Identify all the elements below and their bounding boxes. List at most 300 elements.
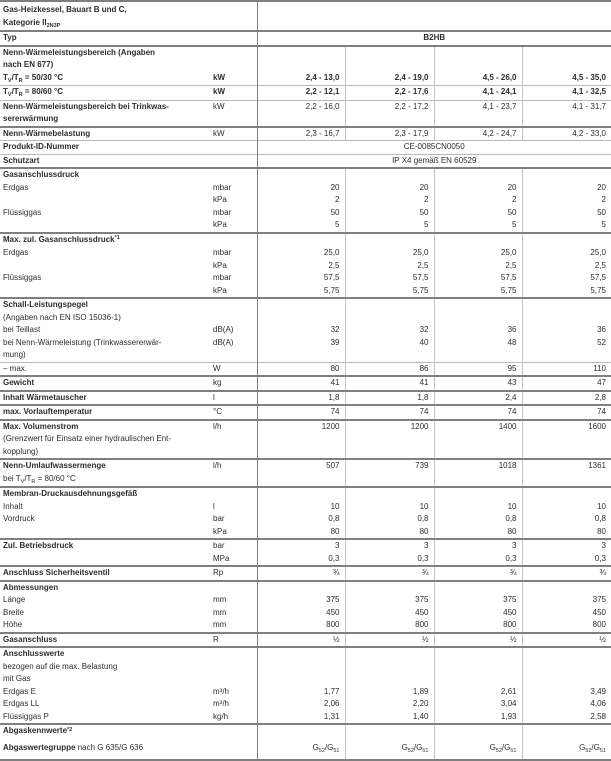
table-row bbox=[0, 285, 611, 299]
unit-label bbox=[212, 46, 257, 72]
value-cell: 20 bbox=[345, 182, 434, 195]
value-cell: 2,3 - 17,9 bbox=[345, 127, 434, 141]
row-label bbox=[0, 194, 212, 207]
value-cell: 800 bbox=[434, 619, 522, 633]
value-cell bbox=[345, 233, 434, 248]
row-label: Flüssiggas bbox=[3, 273, 42, 282]
value-cell: 4,2 - 24,7 bbox=[434, 127, 522, 141]
table-row bbox=[0, 127, 611, 141]
value-cell: 86 bbox=[345, 362, 434, 376]
value-cell bbox=[522, 487, 611, 501]
value-cell bbox=[522, 581, 611, 595]
unit-label: mm bbox=[213, 620, 227, 629]
table-row bbox=[0, 501, 611, 514]
row-label bbox=[0, 285, 212, 299]
row-label: Schall-Leistungspegel (Angaben nach EN ISO 15036-1) bbox=[0, 298, 212, 324]
value-cell: 52 bbox=[522, 337, 611, 363]
row-label: Erdgas bbox=[3, 182, 29, 192]
value-cell: 10 bbox=[434, 501, 522, 514]
unit-label: kPa bbox=[213, 260, 227, 270]
value-cell: 25,0 bbox=[257, 247, 345, 260]
value-cell bbox=[257, 298, 345, 324]
value-cell bbox=[257, 647, 345, 686]
value-cell: 57,5 bbox=[257, 272, 345, 285]
value-cell: 74 bbox=[522, 405, 611, 420]
row-label: Gewicht bbox=[0, 376, 212, 391]
value-cell: 375 bbox=[345, 594, 434, 607]
row-label: Gasanschlussdruck bbox=[0, 168, 212, 182]
table-row bbox=[0, 581, 611, 595]
value-cell bbox=[257, 168, 345, 182]
value-cell: 47 bbox=[522, 376, 611, 391]
value-cell: 10 bbox=[257, 501, 345, 514]
table-row bbox=[0, 607, 611, 620]
span-value-cell: CE-0085CN0050 bbox=[257, 141, 611, 155]
unit-label: °C bbox=[212, 405, 257, 420]
value-cell: 74 bbox=[345, 405, 434, 420]
value-cell: 375 bbox=[522, 594, 611, 607]
value-cell: 0,8 bbox=[434, 513, 522, 526]
value-cell bbox=[522, 724, 611, 739]
row-label: Nenn-Wärmeleistungsbereich bei Trinkwas- sererwärmung bbox=[0, 100, 212, 127]
value-cell: 95 bbox=[434, 362, 522, 376]
table-row bbox=[0, 647, 611, 686]
value-cell: 57,5 bbox=[522, 272, 611, 285]
value-cell: 1400 bbox=[434, 420, 522, 460]
value-cell: 57,5 bbox=[345, 272, 434, 285]
unit-label: l/h bbox=[212, 459, 257, 487]
table-row bbox=[0, 260, 611, 273]
value-cell bbox=[434, 168, 522, 182]
value-cell: 20 bbox=[434, 182, 522, 195]
value-cell: 1600 bbox=[522, 420, 611, 460]
value-cell bbox=[257, 724, 345, 739]
value-cell bbox=[434, 647, 522, 686]
unit-label: mbar bbox=[213, 248, 232, 257]
row-label: Gas-Heizkessel, Bauart B und C, Kategorie $II_{2N3P}$ bbox=[0, 1, 212, 31]
value-cell: 5,75 bbox=[522, 285, 611, 299]
value-cell: $G_{52}/G_{51}$ bbox=[522, 739, 611, 761]
unit-label bbox=[212, 298, 257, 324]
unit-label: l bbox=[212, 391, 257, 406]
value-cell: 50 bbox=[522, 207, 611, 220]
value-cell: $G_{52}/G_{51}$ bbox=[257, 739, 345, 761]
value-cell: 2 bbox=[345, 194, 434, 207]
table-row bbox=[0, 72, 611, 86]
row-label: Erdgas bbox=[3, 248, 29, 257]
value-cell: 50 bbox=[257, 207, 345, 220]
value-cell: 5,75 bbox=[345, 285, 434, 299]
row-label: Max. zul. Gasanschlussdruck$^{*1}$ bbox=[0, 233, 212, 248]
value-cell bbox=[345, 168, 434, 182]
value-cell: 2,5 bbox=[522, 260, 611, 273]
table-row bbox=[0, 168, 611, 182]
span-value-cell bbox=[257, 1, 611, 31]
unit-label: dB(A) bbox=[213, 337, 234, 347]
row-label: Max. Volumenstrom (Grenzwert für Einsatz einer hydraulischen Ent- kopplung) bbox=[0, 420, 212, 460]
value-cell: 450 bbox=[345, 607, 434, 620]
value-cell: 4,1 - 23,7 bbox=[434, 100, 522, 127]
value-cell: 2,2 - 17,6 bbox=[345, 86, 434, 101]
row-label: Inhalt Wärmetauscher bbox=[0, 391, 212, 406]
unit-label: MPa bbox=[213, 553, 230, 563]
value-cell: 80 bbox=[522, 526, 611, 540]
value-cell: 0,3 bbox=[257, 553, 345, 567]
value-cell: 450 bbox=[522, 607, 611, 620]
value-cell: 32 bbox=[345, 324, 434, 337]
value-cell: 36 bbox=[522, 324, 611, 337]
value-cell: 2,61 bbox=[434, 686, 522, 699]
table-row bbox=[0, 686, 611, 699]
value-cell bbox=[257, 46, 345, 72]
value-cell: ¾ bbox=[257, 566, 345, 581]
row-label: Inhalt bbox=[3, 501, 23, 511]
value-cell bbox=[434, 298, 522, 324]
table-row bbox=[0, 272, 611, 285]
value-cell bbox=[434, 233, 522, 248]
table-row bbox=[0, 633, 611, 648]
value-cell: 1200 bbox=[345, 420, 434, 460]
value-cell: 25,0 bbox=[345, 247, 434, 260]
value-cell: 41 bbox=[257, 376, 345, 391]
value-cell: 20 bbox=[522, 182, 611, 195]
unit-label bbox=[212, 168, 257, 182]
value-cell: 2,4 - 13,0 bbox=[257, 72, 345, 86]
value-cell: 57,5 bbox=[434, 272, 522, 285]
table-row bbox=[0, 619, 611, 633]
table-row bbox=[0, 194, 611, 207]
value-cell: 32 bbox=[257, 324, 345, 337]
value-cell bbox=[257, 233, 345, 248]
row-label: $T_V/T_R = 80/60$ °C bbox=[0, 86, 212, 101]
value-cell: 1361 bbox=[522, 459, 611, 487]
value-cell: 1,93 bbox=[434, 711, 522, 725]
value-cell: 36 bbox=[434, 324, 522, 337]
unit-label: l/h bbox=[212, 420, 257, 460]
value-cell: 1200 bbox=[257, 420, 345, 460]
table-row bbox=[0, 594, 611, 607]
row-label bbox=[0, 219, 212, 233]
value-cell: 375 bbox=[434, 594, 522, 607]
value-cell bbox=[345, 647, 434, 686]
unit-label: W bbox=[212, 362, 257, 376]
row-label: Typ bbox=[0, 31, 212, 46]
value-cell: 5 bbox=[434, 219, 522, 233]
row-label: bei Teillast bbox=[3, 325, 41, 334]
value-cell: 2,58 bbox=[522, 711, 611, 725]
value-cell: 2,5 bbox=[345, 260, 434, 273]
row-label: Produkt-ID-Nummer bbox=[0, 141, 212, 155]
value-cell bbox=[434, 581, 522, 595]
value-cell: 80 bbox=[345, 526, 434, 540]
value-cell: 2 bbox=[257, 194, 345, 207]
unit-label bbox=[212, 1, 257, 31]
value-cell: 4,06 bbox=[522, 698, 611, 711]
value-cell: 10 bbox=[522, 501, 611, 514]
value-cell: ½ bbox=[434, 633, 522, 648]
value-cell bbox=[434, 487, 522, 501]
value-cell: 25,0 bbox=[434, 247, 522, 260]
row-label: Nenn-Wärmeleistungsbereich (Angaben nach EN 677) bbox=[0, 46, 212, 72]
unit-label: bar bbox=[212, 539, 257, 553]
row-label: Vordruck bbox=[3, 514, 35, 523]
unit-label bbox=[212, 487, 257, 501]
unit-label bbox=[212, 581, 257, 595]
value-cell: 2,5 bbox=[257, 260, 345, 273]
value-cell: 2,20 bbox=[345, 698, 434, 711]
table-row bbox=[0, 553, 611, 567]
row-label: Abmessungen bbox=[0, 581, 212, 595]
value-cell: 10 bbox=[345, 501, 434, 514]
row-label bbox=[0, 553, 212, 567]
value-cell: 0,8 bbox=[257, 513, 345, 526]
row-label: Breite bbox=[3, 607, 24, 617]
value-cell: 80 bbox=[434, 526, 522, 540]
value-cell: 110 bbox=[522, 362, 611, 376]
value-cell bbox=[434, 46, 522, 72]
value-cell: 2,2 - 16,0 bbox=[257, 100, 345, 127]
unit-label: kPa bbox=[213, 526, 227, 536]
value-cell bbox=[345, 46, 434, 72]
value-cell: 4,2 - 33,0 bbox=[522, 127, 611, 141]
value-cell: 50 bbox=[434, 207, 522, 220]
row-label: $T_V/T_R = 50/30$ °C bbox=[3, 72, 63, 84]
value-cell: 3 bbox=[522, 539, 611, 553]
unit-label: kPa bbox=[213, 195, 227, 204]
value-cell: 800 bbox=[257, 619, 345, 633]
value-cell bbox=[345, 724, 434, 739]
table-row bbox=[0, 739, 611, 761]
value-cell: 40 bbox=[345, 337, 434, 363]
value-cell bbox=[345, 487, 434, 501]
value-cell: 3 bbox=[434, 539, 522, 553]
unit-label bbox=[212, 233, 257, 248]
value-cell bbox=[434, 724, 522, 739]
table-row bbox=[0, 459, 611, 487]
value-cell: 2,5 bbox=[434, 260, 522, 273]
table-row bbox=[0, 391, 611, 406]
table-row bbox=[0, 405, 611, 420]
unit-label: mbar bbox=[213, 207, 232, 217]
table-row bbox=[0, 724, 611, 739]
table-row bbox=[0, 233, 611, 248]
table-row bbox=[0, 324, 611, 337]
value-cell: 48 bbox=[434, 337, 522, 363]
table-row bbox=[0, 362, 611, 376]
table-row bbox=[0, 539, 611, 553]
value-cell: 1,40 bbox=[345, 711, 434, 725]
table-row bbox=[0, 376, 611, 391]
value-cell: 2,06 bbox=[257, 698, 345, 711]
table-row bbox=[0, 298, 611, 324]
unit-label: mbar bbox=[213, 273, 232, 282]
unit-label: kg bbox=[212, 376, 257, 391]
table-row bbox=[0, 182, 611, 195]
unit-label: dB(A) bbox=[213, 325, 234, 334]
value-cell: 1,31 bbox=[257, 711, 345, 725]
row-label: – max. bbox=[0, 362, 212, 376]
value-cell: 20 bbox=[257, 182, 345, 195]
value-cell: 1018 bbox=[434, 459, 522, 487]
value-cell bbox=[522, 233, 611, 248]
value-cell: 5,75 bbox=[434, 285, 522, 299]
value-cell: $G_{52}/G_{51}$ bbox=[434, 739, 522, 761]
table-row bbox=[0, 711, 611, 725]
value-cell: 450 bbox=[434, 607, 522, 620]
unit-label: kW bbox=[212, 86, 257, 101]
value-cell: 2 bbox=[522, 194, 611, 207]
row-label bbox=[0, 260, 212, 273]
value-cell: 1,89 bbox=[345, 686, 434, 699]
value-cell: 74 bbox=[434, 405, 522, 420]
table-row bbox=[0, 100, 611, 127]
row-label bbox=[0, 526, 212, 540]
value-cell: 1,8 bbox=[345, 391, 434, 406]
value-cell bbox=[257, 487, 345, 501]
row-label: bei Nenn-Wärmeleistung (Trinkwassererwär- mung) bbox=[3, 337, 162, 359]
value-cell bbox=[345, 581, 434, 595]
value-cell: 74 bbox=[257, 405, 345, 420]
value-cell: 2,3 - 16,7 bbox=[257, 127, 345, 141]
table-row bbox=[0, 1, 611, 31]
value-cell: ½ bbox=[522, 633, 611, 648]
value-cell: 2,2 - 17,2 bbox=[345, 100, 434, 127]
value-cell: 5 bbox=[345, 219, 434, 233]
value-cell bbox=[522, 647, 611, 686]
spec-table-body bbox=[0, 1, 611, 760]
value-cell: 450 bbox=[257, 607, 345, 620]
row-label: Flüssiggas P bbox=[3, 711, 49, 721]
value-cell: 739 bbox=[345, 459, 434, 487]
unit-label bbox=[212, 31, 257, 46]
table-row bbox=[0, 513, 611, 526]
value-cell: 2,4 bbox=[434, 391, 522, 406]
value-cell: ¾ bbox=[345, 566, 434, 581]
value-cell: 375 bbox=[257, 594, 345, 607]
value-cell: 0,3 bbox=[434, 553, 522, 567]
span-value-cell: IP X4 gemäß EN 60529 bbox=[257, 154, 611, 168]
row-label: Anschlusswerte bezogen auf die max. Belastung mit Gas bbox=[0, 647, 212, 686]
unit-label: kPa bbox=[213, 285, 227, 295]
table-row bbox=[0, 337, 611, 363]
value-cell: 800 bbox=[345, 619, 434, 633]
row-label: Nenn-Umlaufwassermenge bei $T_V/T_R = 80/60$ °C bbox=[0, 459, 212, 487]
value-cell: 0,3 bbox=[522, 553, 611, 567]
value-cell: 39 bbox=[257, 337, 345, 363]
table-row bbox=[0, 247, 611, 260]
unit-label: kPa bbox=[213, 220, 227, 229]
value-cell: 2,4 - 19,0 bbox=[345, 72, 434, 86]
row-label: Abgaskennwerte$^{*2}$ bbox=[0, 724, 212, 739]
value-cell: ½ bbox=[345, 633, 434, 648]
value-cell: 43 bbox=[434, 376, 522, 391]
unit-label bbox=[212, 647, 257, 686]
unit-label: mbar bbox=[213, 182, 232, 192]
row-label: Gasanschluss bbox=[0, 633, 212, 648]
value-cell: 25,0 bbox=[522, 247, 611, 260]
unit-label bbox=[212, 154, 257, 168]
value-cell: 1,8 bbox=[257, 391, 345, 406]
value-cell: 2 bbox=[434, 194, 522, 207]
table-row bbox=[0, 698, 611, 711]
row-label: Erdgas E bbox=[3, 686, 36, 696]
value-cell: ¾ bbox=[434, 566, 522, 581]
unit-label: m³/h bbox=[213, 699, 229, 708]
table-row bbox=[0, 487, 611, 501]
table-row bbox=[0, 420, 611, 460]
unit-label bbox=[212, 724, 257, 739]
table-row bbox=[0, 207, 611, 220]
row-label: Schutzart bbox=[0, 154, 212, 168]
table-row bbox=[0, 31, 611, 46]
unit-label: m³/h bbox=[213, 686, 229, 696]
table-row bbox=[0, 86, 611, 101]
row-label: max. Vorlauftemperatur bbox=[0, 405, 212, 420]
value-cell: 0,3 bbox=[345, 553, 434, 567]
unit-label: mm bbox=[213, 595, 227, 604]
value-cell: 1,77 bbox=[257, 686, 345, 699]
value-cell: 4,1 - 24,1 bbox=[434, 86, 522, 101]
value-cell bbox=[345, 298, 434, 324]
row-label: Membran-Druckausdehnungsgefäß bbox=[0, 487, 212, 501]
table-row bbox=[0, 46, 611, 72]
table-row bbox=[0, 526, 611, 540]
unit-label: l bbox=[213, 501, 215, 511]
value-cell: 0,8 bbox=[522, 513, 611, 526]
value-cell: 5 bbox=[257, 219, 345, 233]
row-label: Länge bbox=[3, 595, 26, 604]
unit-label: kW bbox=[212, 127, 257, 141]
row-label: Anschluss Sicherheitsventil bbox=[0, 566, 212, 581]
unit-label: kg/h bbox=[213, 711, 229, 721]
value-cell: 507 bbox=[257, 459, 345, 487]
unit-label: kW bbox=[212, 100, 257, 127]
value-cell: $G_{52}/G_{51}$ bbox=[345, 739, 434, 761]
value-cell bbox=[522, 298, 611, 324]
span-value-cell: B2HB bbox=[257, 31, 611, 46]
table-row bbox=[0, 154, 611, 168]
value-cell: 80 bbox=[257, 362, 345, 376]
value-cell: 4,1 - 32,5 bbox=[522, 86, 611, 101]
value-cell: 3,49 bbox=[522, 686, 611, 699]
value-cell: 3 bbox=[257, 539, 345, 553]
value-cell bbox=[257, 581, 345, 595]
table-row bbox=[0, 141, 611, 155]
value-cell: 80 bbox=[257, 526, 345, 540]
table-row bbox=[0, 219, 611, 233]
value-cell: 800 bbox=[522, 619, 611, 633]
row-label: Zul. Betriebsdruck bbox=[0, 539, 212, 553]
value-cell: 4,1 - 31,7 bbox=[522, 100, 611, 127]
value-cell: 3 bbox=[345, 539, 434, 553]
row-label: Höhe bbox=[3, 620, 23, 629]
unit-label bbox=[212, 141, 257, 155]
value-cell: 5 bbox=[522, 219, 611, 233]
value-cell: ½ bbox=[257, 633, 345, 648]
row-label: Nenn-Wärmebelastung bbox=[0, 127, 212, 141]
unit-label: bar bbox=[213, 514, 225, 523]
value-cell: 5,75 bbox=[257, 285, 345, 299]
value-cell: 2,8 bbox=[522, 391, 611, 406]
unit-label: R bbox=[212, 633, 257, 648]
value-cell: 4,5 - 26,0 bbox=[434, 72, 522, 86]
unit-label bbox=[212, 739, 257, 761]
value-cell: 3,04 bbox=[434, 698, 522, 711]
value-cell: 2,2 - 12,1 bbox=[257, 86, 345, 101]
table-row bbox=[0, 566, 611, 581]
value-cell bbox=[522, 46, 611, 72]
unit-label: Rp bbox=[212, 566, 257, 581]
